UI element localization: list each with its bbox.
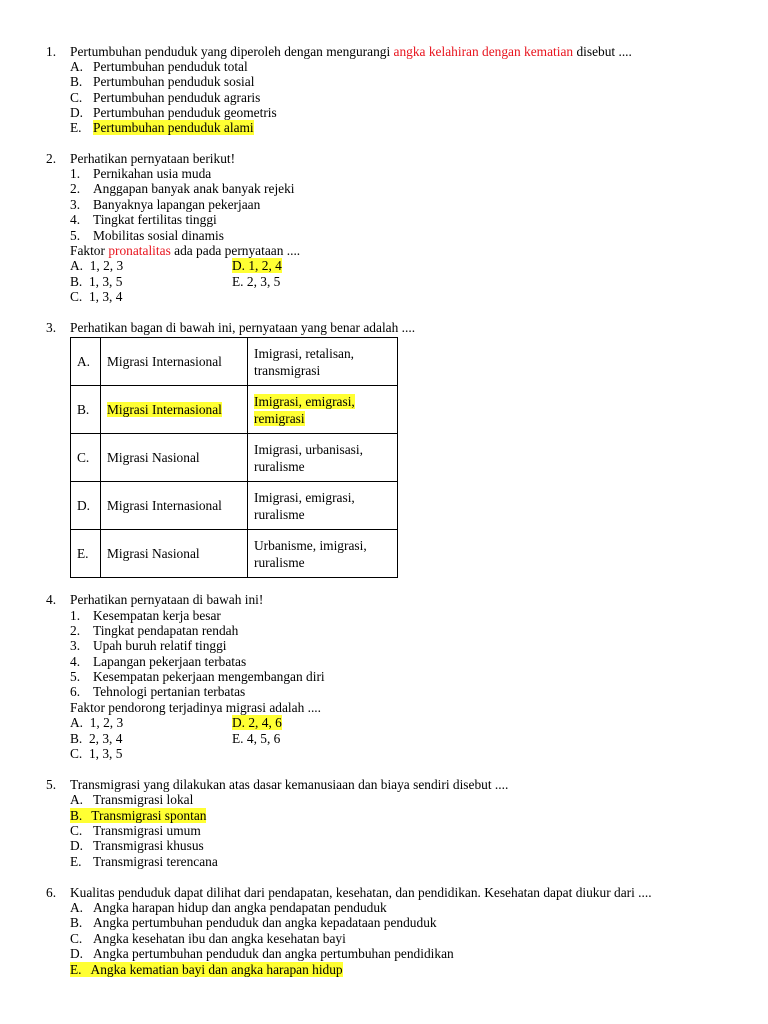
option-text: Transmigrasi umum (93, 823, 201, 838)
row-letter: C. (71, 434, 101, 482)
statement-text: Mobilitas sosial dinamis (93, 228, 224, 243)
option-letter: A. (70, 59, 84, 74)
option-b: B. 2, 3, 4 (70, 731, 123, 746)
highlighted-answer: remigrasi (254, 410, 305, 426)
statement-text: Kesempatan pekerjaan mengembangan diri (93, 669, 325, 684)
option-letter: E. (70, 120, 82, 135)
highlighted-answer: D. 2, 4, 6 (232, 715, 282, 730)
option-letter: A. (70, 900, 84, 915)
forms-line: transmigrasi (254, 362, 321, 378)
option-letter: B. (70, 808, 83, 823)
statement-text: Upah buruh relatif tinggi (93, 638, 227, 653)
migration-forms (248, 386, 398, 434)
statement-text: Pernikahan usia muda (93, 166, 212, 181)
question-text-part: disebut .... (573, 44, 632, 59)
option-letter: E. (70, 962, 82, 977)
statement-number: 1. (70, 166, 81, 181)
forms-line: ruralisme (254, 458, 305, 474)
option-text: Transmigrasi spontan (91, 808, 207, 823)
statement-text: Anggapan banyak anak banyak rejeki (93, 181, 295, 196)
question-text: Transmigrasi yang dilakukan atas dasar kemanusiaan dan biaya sendiri disebut .... (70, 777, 509, 792)
prompt-part: Faktor (70, 243, 109, 258)
red-term: pronatalitas (108, 243, 171, 258)
migration-forms (248, 530, 398, 578)
prompt-part: ada pada pernyataan .... (170, 243, 301, 258)
statement-number: 1. (70, 608, 81, 623)
option-text: Angka pertumbuhan penduduk dan angka pertumbuhan pendidikan (93, 946, 454, 961)
statement-number: 2. (70, 181, 81, 196)
red-term: angka kelahiran dengan kematian (393, 44, 574, 59)
statement-text: Tingkat fertilitas tinggi (93, 212, 217, 227)
statement-text: Banyaknya lapangan pekerjaan (93, 197, 261, 212)
table-row (71, 386, 398, 434)
migration-type: Migrasi Nasional (101, 434, 248, 482)
highlighted-answer (70, 808, 206, 823)
option-letter: D. (70, 946, 84, 961)
forms-line: Imigrasi, retalisan, (254, 345, 355, 361)
statement-number: 3. (70, 638, 81, 653)
migration-forms (248, 338, 398, 386)
option-letter: B. (70, 915, 83, 930)
prompt-text: Faktor pendorong terjadinya migrasi adalah .... (70, 700, 322, 715)
option-a: A. 1, 2, 3 (70, 258, 124, 273)
table-row (71, 434, 398, 482)
option-e: E. 4, 5, 6 (232, 731, 281, 746)
option-text: Angka harapan hidup dan angka pendapatan penduduk (93, 900, 387, 915)
option-letter: C. (70, 90, 83, 105)
migration-type: Migrasi Internasional (101, 338, 248, 386)
highlighted-answer (70, 962, 343, 977)
option-letter: A. (70, 792, 84, 807)
statement-number: 5. (70, 669, 81, 684)
question-number: 5. (46, 777, 57, 792)
table-row (71, 530, 398, 578)
option-text: Transmigrasi terencana (93, 854, 218, 869)
question-text: Perhatikan pernyataan di bawah ini! (70, 592, 264, 607)
statement-number: 6. (70, 684, 81, 699)
option-text: Transmigrasi lokal (93, 792, 194, 807)
option-letter: B. (70, 74, 83, 89)
option-text: Angka kesehatan ibu dan angka kesehatan bayi (93, 931, 346, 946)
question-text: Perhatikan bagan di bawah ini, pernyataan yang benar adalah .... (70, 320, 416, 335)
option-text: Pertumbuhan penduduk agraris (93, 90, 261, 105)
migration-type (101, 386, 248, 434)
statement-text: Tehnologi pertanian terbatas (93, 684, 246, 699)
option-letter: C. (70, 823, 83, 838)
question-text-part: Pertumbuhan penduduk yang diperoleh dengan mengurangi (70, 44, 394, 59)
forms-line: Urbanisme, imigrasi, (254, 537, 367, 553)
highlighted-answer: Migrasi Internasional (107, 402, 222, 417)
migration-forms (248, 434, 398, 482)
option-b: B. 1, 3, 5 (70, 274, 123, 289)
migration-type: Migrasi Nasional (101, 530, 248, 578)
option-letter: E. (70, 854, 82, 869)
row-letter: E. (71, 530, 101, 578)
migration-type: Migrasi Internasional (101, 482, 248, 530)
prompt-text (70, 243, 300, 258)
option-text: Transmigrasi khusus (93, 838, 204, 853)
option-text: Pertumbuhan penduduk sosial (93, 74, 255, 89)
row-letter: A. (71, 338, 101, 386)
option-letter: D. (70, 838, 84, 853)
statement-text: Lapangan pekerjaan terbatas (93, 654, 247, 669)
statement-text: Tingkat pendapatan rendah (93, 623, 239, 638)
question-text: Perhatikan pernyataan berikut! (70, 151, 236, 166)
question-number: 3. (46, 320, 57, 335)
question-text (70, 44, 632, 59)
migration-table (70, 337, 398, 578)
table-row (71, 482, 398, 530)
statement-number: 2. (70, 623, 81, 638)
statement-number: 5. (70, 228, 81, 243)
statement-number: 3. (70, 197, 81, 212)
statement-number: 4. (70, 654, 81, 669)
statement-number: 4. (70, 212, 81, 227)
option-c: C. 1, 3, 5 (70, 746, 123, 761)
option-letter: C. (70, 931, 83, 946)
forms-line: ruralisme (254, 506, 305, 522)
question-number: 1. (46, 44, 57, 59)
option-text: Pertumbuhan penduduk total (93, 59, 248, 74)
option-c: C. 1, 3, 4 (70, 289, 123, 304)
option-text: Pertumbuhan penduduk geometris (93, 105, 277, 120)
table-row (71, 338, 398, 386)
statement-text: Kesempatan kerja besar (93, 608, 221, 623)
migration-forms (248, 482, 398, 530)
option-text: Angka pertumbuhan penduduk dan angka kepadataan penduduk (93, 915, 437, 930)
option-a: A. 1, 2, 3 (70, 715, 124, 730)
question-text: Kualitas penduduk dapat dilihat dari pendapatan, kesehatan, dan pendidikan. Kesehatan dapat diukur dari .... (70, 885, 652, 900)
question-number: 2. (46, 151, 57, 166)
row-letter: D. (71, 482, 101, 530)
forms-line: Imigrasi, urbanisasi, (254, 441, 363, 457)
highlighted-answer: Pertumbuhan penduduk alami (93, 120, 254, 135)
option-text: Angka kematian bayi dan angka harapan hidup (90, 962, 343, 977)
option-letter: D. (70, 105, 84, 120)
forms-line: ruralisme (254, 554, 305, 570)
forms-line: Imigrasi, emigrasi, (254, 489, 355, 505)
question-number: 6. (46, 885, 57, 900)
question-number: 4. (46, 592, 57, 607)
highlighted-answer: Imigrasi, emigrasi, (254, 393, 355, 409)
highlighted-answer: D. 1, 2, 4 (232, 258, 282, 273)
option-e: E. 2, 3, 5 (232, 274, 281, 289)
row-letter: B. (71, 386, 101, 434)
